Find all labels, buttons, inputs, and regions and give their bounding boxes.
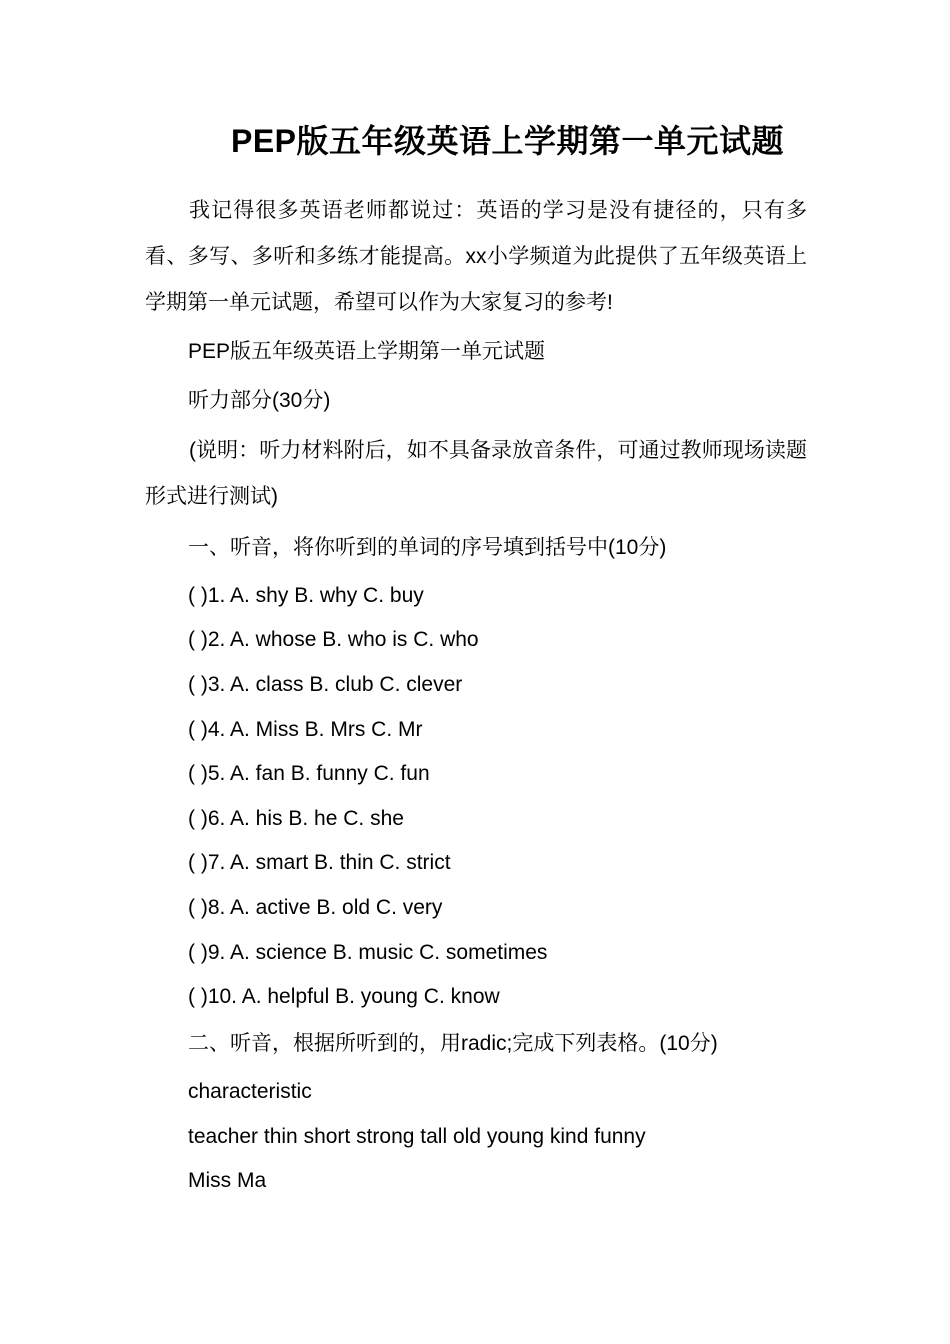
listening-heading: 听力部分(30分)	[188, 389, 331, 412]
instruction-note: (说明：听力材料附后，如不具备录放音条件，可通过教师现场读题形式进行测试)	[145, 439, 807, 508]
question-item: ( )10. A. helpful B. young C. know	[188, 985, 500, 1008]
table-row: Miss Ma	[188, 1169, 267, 1192]
subtitle: PEP版五年级英语上学期第一单元试题	[188, 340, 546, 363]
question-item: ( )3. A. class B. club C. clever	[188, 673, 463, 696]
question-item: ( )8. A. active B. old C. very	[188, 896, 443, 919]
question-item: ( )1. A. shy B. why C. buy	[188, 584, 424, 607]
document-title: PEP版五年级英语上学期第一单元试题	[230, 123, 785, 159]
question-item: ( )7. A. smart B. thin C. strict	[188, 851, 451, 874]
intro-paragraph: 我记得很多英语老师都说过：英语的学习是没有捷径的，只有多看、多写、多听和多练才能提高。xx小学频道为此提供了五年级英语上学期第一单元试题，希望可以作为大家复习的参考!	[145, 199, 807, 314]
question-item: ( )6. A. his B. he C. she	[188, 807, 404, 830]
section-2-heading: 二、听音，根据所听到的，用radic;完成下列表格。(10分)	[188, 1032, 718, 1055]
question-item: ( )4. A. Miss B. Mrs C. Mr	[188, 718, 423, 741]
question-item: ( )9. A. science B. music C. sometimes	[188, 941, 548, 964]
question-item: ( )5. A. fan B. funny C. fun	[188, 762, 430, 785]
question-item: ( )2. A. whose B. who is C. who	[188, 628, 479, 651]
table-header: characteristic	[188, 1080, 312, 1103]
section-1-heading: 一、听音，将你听到的单词的序号填到括号中(10分)	[188, 536, 667, 559]
table-columns: teacher thin short strong tall old young kind funny	[188, 1125, 646, 1148]
